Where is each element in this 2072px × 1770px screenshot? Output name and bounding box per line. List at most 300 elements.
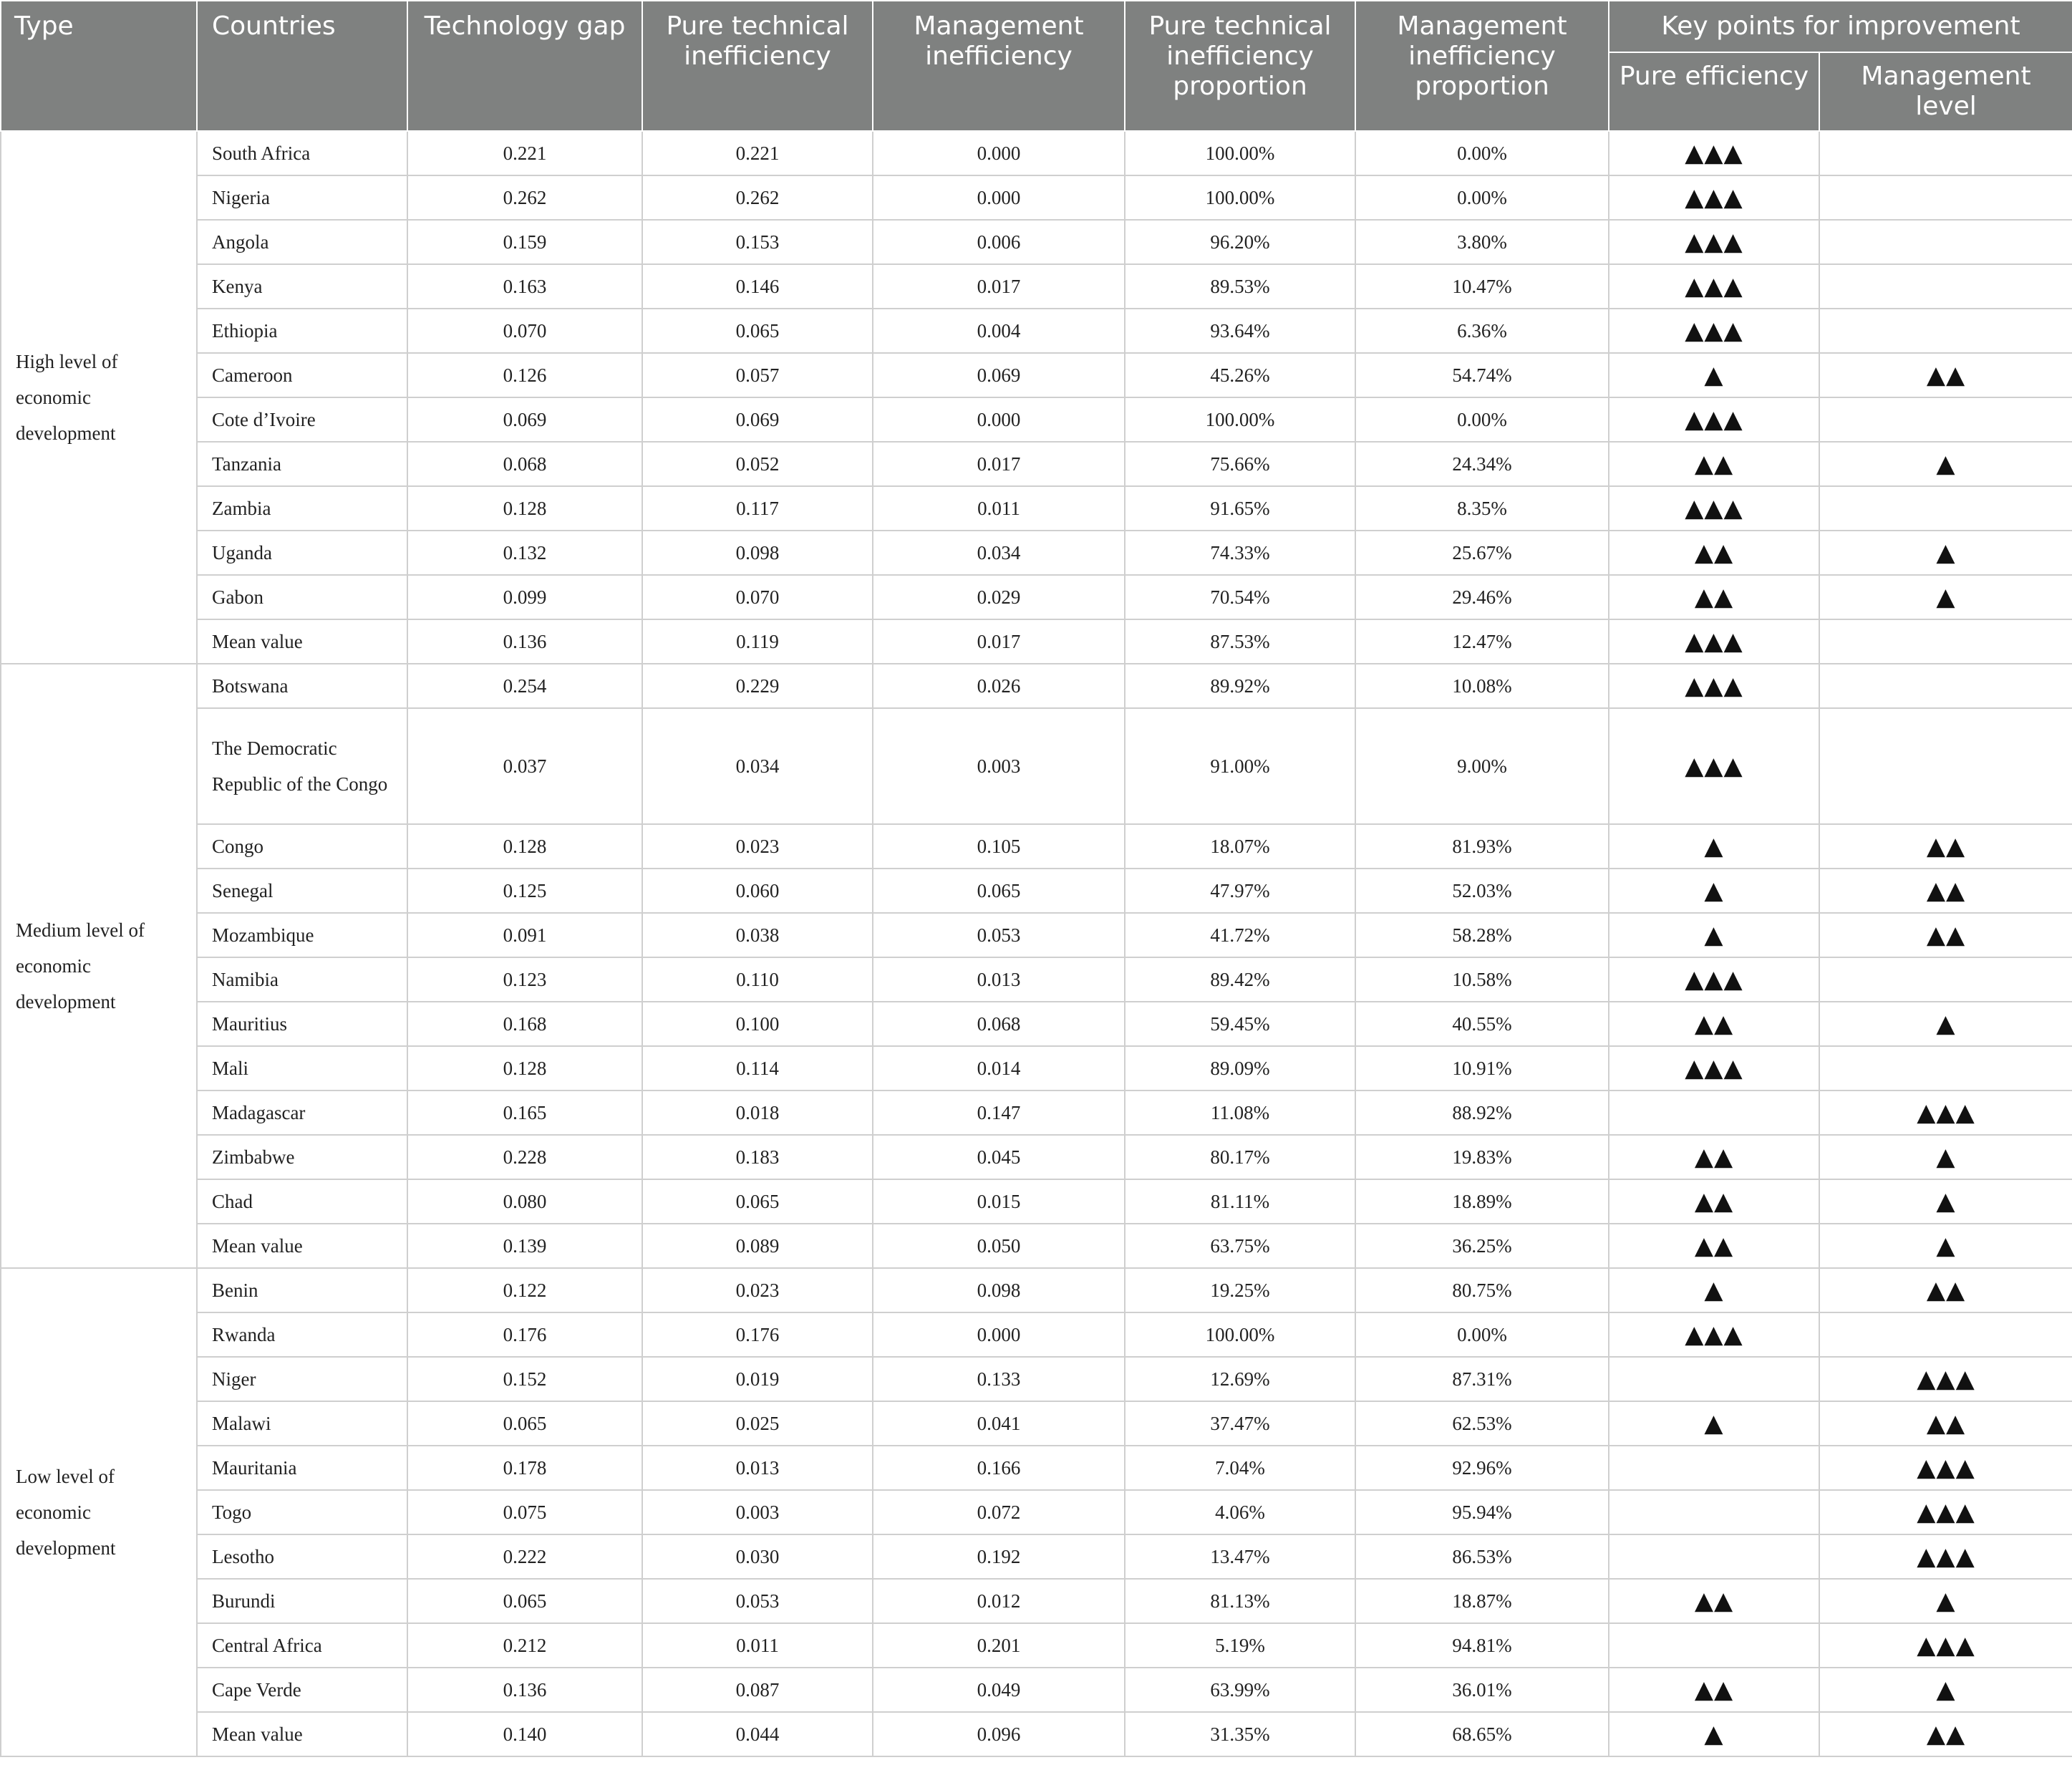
mi-proportion-cell: 40.55% [1355, 1002, 1609, 1046]
mi-proportion-cell: 95.94% [1355, 1490, 1609, 1534]
management-level-marks [1819, 397, 2072, 442]
header-pure-efficiency: Pure efficiency [1609, 52, 1819, 131]
pti-proportion-cell: 31.35% [1125, 1712, 1355, 1756]
management-inefficiency-cell: 0.000 [873, 131, 1125, 175]
pure-efficiency-marks: ▲▲▲ [1609, 486, 1819, 531]
management-level-marks [1819, 664, 2072, 708]
table-row [1, 913, 2072, 957]
country-cell: Angola [197, 220, 407, 264]
pti-proportion-cell: 12.69% [1125, 1357, 1355, 1401]
country-cell: Nigeria [197, 175, 407, 220]
pure-efficiency-marks [1609, 1534, 1819, 1579]
pure-technical-inefficiency-cell: 0.057 [642, 353, 873, 397]
header-technology-gap: Technology gap [407, 1, 642, 131]
pure-efficiency-marks: ▲ [1609, 913, 1819, 957]
management-inefficiency-cell: 0.192 [873, 1534, 1125, 1579]
technology-gap-cell: 0.168 [407, 1002, 642, 1046]
management-level-marks [1819, 175, 2072, 220]
technology-gap-cell: 0.212 [407, 1623, 642, 1668]
management-inefficiency-cell: 0.000 [873, 175, 1125, 220]
pti-proportion-cell: 59.45% [1125, 1002, 1355, 1046]
management-inefficiency-cell: 0.017 [873, 619, 1125, 664]
management-level-marks [1819, 708, 2072, 824]
pure-efficiency-marks [1609, 1090, 1819, 1135]
table-row [1, 1224, 2072, 1268]
pure-efficiency-marks: ▲▲▲ [1609, 619, 1819, 664]
management-inefficiency-cell: 0.105 [873, 824, 1125, 869]
pti-proportion-cell: 74.33% [1125, 531, 1355, 575]
management-level-marks: ▲▲▲ [1819, 1490, 2072, 1534]
pure-efficiency-marks: ▲▲ [1609, 531, 1819, 575]
management-level-marks [1819, 264, 2072, 309]
management-level-marks: ▲▲ [1819, 824, 2072, 869]
management-inefficiency-cell: 0.015 [873, 1179, 1125, 1224]
table-row [1, 708, 2072, 824]
pure-efficiency-marks: ▲ [1609, 1268, 1819, 1312]
pure-efficiency-marks [1609, 1623, 1819, 1668]
table-row [1, 1312, 2072, 1357]
country-cell: Uganda [197, 531, 407, 575]
header-countries: Countries [197, 1, 407, 131]
pure-efficiency-marks: ▲▲ [1609, 1579, 1819, 1623]
pure-efficiency-marks: ▲▲ [1609, 575, 1819, 619]
country-cell: Zambia [197, 486, 407, 531]
pure-technical-inefficiency-cell: 0.089 [642, 1224, 873, 1268]
pure-efficiency-marks: ▲▲ [1609, 1668, 1819, 1712]
management-inefficiency-cell: 0.029 [873, 575, 1125, 619]
technology-gap-cell: 0.254 [407, 664, 642, 708]
country-cell: Botswana [197, 664, 407, 708]
table-row [1, 619, 2072, 664]
management-inefficiency-cell: 0.045 [873, 1135, 1125, 1179]
mi-proportion-cell: 58.28% [1355, 913, 1609, 957]
technology-gap-cell: 0.128 [407, 824, 642, 869]
table-row [1, 175, 2072, 220]
header-management-inefficiency: Management inefficiency [873, 1, 1125, 131]
management-inefficiency-cell: 0.065 [873, 869, 1125, 913]
management-inefficiency-cell: 0.003 [873, 708, 1125, 824]
pti-proportion-cell: 37.47% [1125, 1401, 1355, 1446]
pure-technical-inefficiency-cell: 0.221 [642, 131, 873, 175]
management-inefficiency-cell: 0.053 [873, 913, 1125, 957]
technology-gap-cell: 0.065 [407, 1579, 642, 1623]
country-cell: Lesotho [197, 1534, 407, 1579]
table-row [1, 309, 2072, 353]
technology-gap-cell: 0.152 [407, 1357, 642, 1401]
management-inefficiency-cell: 0.049 [873, 1668, 1125, 1712]
mi-proportion-cell: 10.08% [1355, 664, 1609, 708]
management-inefficiency-cell: 0.050 [873, 1224, 1125, 1268]
management-level-marks [1819, 1046, 2072, 1090]
pti-proportion-cell: 7.04% [1125, 1446, 1355, 1490]
table-header [1, 1, 2072, 131]
technology-gap-cell: 0.125 [407, 869, 642, 913]
technology-gap-cell: 0.139 [407, 1224, 642, 1268]
country-cell: The Democratic Republic of the Congo [197, 708, 407, 824]
pure-efficiency-marks: ▲▲▲ [1609, 664, 1819, 708]
mi-proportion-cell: 3.80% [1355, 220, 1609, 264]
pure-efficiency-marks: ▲▲ [1609, 1002, 1819, 1046]
mi-proportion-cell: 92.96% [1355, 1446, 1609, 1490]
pti-proportion-cell: 96.20% [1125, 220, 1355, 264]
pure-technical-inefficiency-cell: 0.065 [642, 309, 873, 353]
pure-technical-inefficiency-cell: 0.052 [642, 442, 873, 486]
table-row [1, 1401, 2072, 1446]
country-cell: Mauritius [197, 1002, 407, 1046]
pure-efficiency-marks: ▲▲▲ [1609, 1046, 1819, 1090]
pure-technical-inefficiency-cell: 0.023 [642, 824, 873, 869]
country-cell: Mean value [197, 619, 407, 664]
mi-proportion-cell: 29.46% [1355, 575, 1609, 619]
table-row [1, 442, 2072, 486]
technology-gap-cell: 0.178 [407, 1446, 642, 1490]
pti-proportion-cell: 91.65% [1125, 486, 1355, 531]
pure-efficiency-marks: ▲ [1609, 869, 1819, 913]
technology-gap-cell: 0.126 [407, 353, 642, 397]
technology-gap-cell: 0.099 [407, 575, 642, 619]
pure-technical-inefficiency-cell: 0.229 [642, 664, 873, 708]
pti-proportion-cell: 100.00% [1125, 397, 1355, 442]
management-level-marks: ▲ [1819, 1002, 2072, 1046]
mi-proportion-cell: 81.93% [1355, 824, 1609, 869]
pure-technical-inefficiency-cell: 0.117 [642, 486, 873, 531]
country-cell: Congo [197, 824, 407, 869]
country-cell: Gabon [197, 575, 407, 619]
management-level-marks: ▲▲ [1819, 869, 2072, 913]
pti-proportion-cell: 11.08% [1125, 1090, 1355, 1135]
country-cell: Namibia [197, 957, 407, 1002]
country-cell: Cape Verde [197, 1668, 407, 1712]
pti-proportion-cell: 45.26% [1125, 353, 1355, 397]
mi-proportion-cell: 0.00% [1355, 397, 1609, 442]
table-row [1, 1446, 2072, 1490]
management-inefficiency-cell: 0.166 [873, 1446, 1125, 1490]
table-row [1, 220, 2072, 264]
table-row [1, 1268, 2072, 1312]
country-cell: Malawi [197, 1401, 407, 1446]
table-row [1, 1579, 2072, 1623]
pure-efficiency-marks: ▲▲ [1609, 1224, 1819, 1268]
table-row [1, 1179, 2072, 1224]
pure-technical-inefficiency-cell: 0.013 [642, 1446, 873, 1490]
country-cell: Cameroon [197, 353, 407, 397]
mi-proportion-cell: 18.87% [1355, 1579, 1609, 1623]
pti-proportion-cell: 18.07% [1125, 824, 1355, 869]
management-inefficiency-cell: 0.069 [873, 353, 1125, 397]
pure-technical-inefficiency-cell: 0.030 [642, 1534, 873, 1579]
pure-efficiency-marks [1609, 1446, 1819, 1490]
management-inefficiency-cell: 0.004 [873, 309, 1125, 353]
pure-technical-inefficiency-cell: 0.060 [642, 869, 873, 913]
pti-proportion-cell: 89.92% [1125, 664, 1355, 708]
pure-technical-inefficiency-cell: 0.018 [642, 1090, 873, 1135]
technology-gap-cell: 0.091 [407, 913, 642, 957]
technology-gap-cell: 0.228 [407, 1135, 642, 1179]
pure-efficiency-marks: ▲▲▲ [1609, 1312, 1819, 1357]
country-cell: Madagascar [197, 1090, 407, 1135]
management-level-marks [1819, 131, 2072, 175]
management-level-marks: ▲▲ [1819, 1401, 2072, 1446]
technology-gap-cell: 0.176 [407, 1312, 642, 1357]
pure-technical-inefficiency-cell: 0.146 [642, 264, 873, 309]
country-cell: Mean value [197, 1224, 407, 1268]
technology-gap-cell: 0.165 [407, 1090, 642, 1135]
mi-proportion-cell: 94.81% [1355, 1623, 1609, 1668]
country-cell: Chad [197, 1179, 407, 1224]
mi-proportion-cell: 19.83% [1355, 1135, 1609, 1179]
mi-proportion-cell: 0.00% [1355, 1312, 1609, 1357]
pure-efficiency-marks: ▲ [1609, 1712, 1819, 1756]
management-inefficiency-cell: 0.006 [873, 220, 1125, 264]
mi-proportion-cell: 8.35% [1355, 486, 1609, 531]
technology-gap-cell: 0.140 [407, 1712, 642, 1756]
pti-proportion-cell: 13.47% [1125, 1534, 1355, 1579]
management-level-marks: ▲▲▲ [1819, 1090, 2072, 1135]
pure-technical-inefficiency-cell: 0.011 [642, 1623, 873, 1668]
pti-proportion-cell: 4.06% [1125, 1490, 1355, 1534]
mi-proportion-cell: 9.00% [1355, 708, 1609, 824]
header-pti-proportion: Pure technical inefficiency proportion [1125, 1, 1355, 131]
mi-proportion-cell: 80.75% [1355, 1268, 1609, 1312]
pure-efficiency-marks: ▲▲▲ [1609, 131, 1819, 175]
pure-technical-inefficiency-cell: 0.025 [642, 1401, 873, 1446]
table-row [1, 824, 2072, 869]
management-level-marks [1819, 957, 2072, 1002]
management-level-marks: ▲▲▲ [1819, 1623, 2072, 1668]
technology-gap-cell: 0.221 [407, 131, 642, 175]
table-row [1, 1046, 2072, 1090]
mi-proportion-cell: 18.89% [1355, 1179, 1609, 1224]
pure-efficiency-marks: ▲▲▲ [1609, 957, 1819, 1002]
management-inefficiency-cell: 0.147 [873, 1090, 1125, 1135]
management-inefficiency-cell: 0.014 [873, 1046, 1125, 1090]
technology-gap-cell: 0.080 [407, 1179, 642, 1224]
country-cell: Kenya [197, 264, 407, 309]
mi-proportion-cell: 10.47% [1355, 264, 1609, 309]
pti-proportion-cell: 93.64% [1125, 309, 1355, 353]
management-level-marks: ▲ [1819, 1135, 2072, 1179]
management-level-marks [1819, 619, 2072, 664]
pti-proportion-cell: 100.00% [1125, 175, 1355, 220]
table-row [1, 957, 2072, 1002]
pure-efficiency-marks: ▲▲▲ [1609, 264, 1819, 309]
management-inefficiency-cell: 0.000 [873, 397, 1125, 442]
management-level-marks: ▲▲ [1819, 913, 2072, 957]
mi-proportion-cell: 52.03% [1355, 869, 1609, 913]
pure-technical-inefficiency-cell: 0.019 [642, 1357, 873, 1401]
header-key-points: Key points for improvement [1609, 1, 2072, 52]
technology-gap-cell: 0.163 [407, 264, 642, 309]
pure-technical-inefficiency-cell: 0.100 [642, 1002, 873, 1046]
pure-technical-inefficiency-cell: 0.176 [642, 1312, 873, 1357]
technology-gap-cell: 0.136 [407, 1668, 642, 1712]
mi-proportion-cell: 87.31% [1355, 1357, 1609, 1401]
technology-gap-cell: 0.069 [407, 397, 642, 442]
pure-technical-inefficiency-cell: 0.034 [642, 708, 873, 824]
pure-efficiency-marks: ▲▲▲ [1609, 708, 1819, 824]
technology-gap-cell: 0.075 [407, 1490, 642, 1534]
technology-gap-cell: 0.136 [407, 619, 642, 664]
mi-proportion-cell: 36.25% [1355, 1224, 1609, 1268]
management-level-marks: ▲ [1819, 575, 2072, 619]
table-row [1, 869, 2072, 913]
table-row [1, 1357, 2072, 1401]
pure-technical-inefficiency-cell: 0.044 [642, 1712, 873, 1756]
management-level-marks: ▲ [1819, 1668, 2072, 1712]
pti-proportion-cell: 100.00% [1125, 131, 1355, 175]
pure-technical-inefficiency-cell: 0.087 [642, 1668, 873, 1712]
management-inefficiency-cell: 0.034 [873, 531, 1125, 575]
pure-technical-inefficiency-cell: 0.262 [642, 175, 873, 220]
pure-technical-inefficiency-cell: 0.183 [642, 1135, 873, 1179]
pure-technical-inefficiency-cell: 0.038 [642, 913, 873, 957]
table-row [1, 531, 2072, 575]
management-inefficiency-cell: 0.068 [873, 1002, 1125, 1046]
pti-proportion-cell: 75.66% [1125, 442, 1355, 486]
country-cell: Senegal [197, 869, 407, 913]
table-row [1, 1490, 2072, 1534]
technology-gap-cell: 0.128 [407, 486, 642, 531]
country-cell: Tanzania [197, 442, 407, 486]
management-level-marks [1819, 1312, 2072, 1357]
mi-proportion-cell: 25.67% [1355, 531, 1609, 575]
type-cell: Medium level of economic development [1, 664, 197, 1268]
pti-proportion-cell: 81.11% [1125, 1179, 1355, 1224]
management-level-marks: ▲▲ [1819, 1712, 2072, 1756]
table-row [1, 575, 2072, 619]
mi-proportion-cell: 6.36% [1355, 309, 1609, 353]
table-row [1, 1623, 2072, 1668]
pure-technical-inefficiency-cell: 0.070 [642, 575, 873, 619]
pure-efficiency-marks: ▲▲ [1609, 1135, 1819, 1179]
management-inefficiency-cell: 0.017 [873, 442, 1125, 486]
management-level-marks: ▲ [1819, 531, 2072, 575]
management-level-marks: ▲▲ [1819, 353, 2072, 397]
management-level-marks: ▲▲▲ [1819, 1534, 2072, 1579]
table-row [1, 353, 2072, 397]
pti-proportion-cell: 19.25% [1125, 1268, 1355, 1312]
management-level-marks: ▲▲▲ [1819, 1357, 2072, 1401]
mi-proportion-cell: 88.92% [1355, 1090, 1609, 1135]
technology-gap-cell: 0.128 [407, 1046, 642, 1090]
pti-proportion-cell: 100.00% [1125, 1312, 1355, 1357]
pure-technical-inefficiency-cell: 0.114 [642, 1046, 873, 1090]
pure-efficiency-marks: ▲ [1609, 1401, 1819, 1446]
pure-technical-inefficiency-cell: 0.153 [642, 220, 873, 264]
pure-efficiency-marks: ▲▲▲ [1609, 309, 1819, 353]
table-row [1, 664, 2072, 708]
country-cell: South Africa [197, 131, 407, 175]
pure-efficiency-marks [1609, 1490, 1819, 1534]
pure-technical-inefficiency-cell: 0.069 [642, 397, 873, 442]
pure-efficiency-marks: ▲▲▲ [1609, 397, 1819, 442]
country-cell: Mozambique [197, 913, 407, 957]
technology-gap-cell: 0.159 [407, 220, 642, 264]
management-level-marks: ▲ [1819, 1179, 2072, 1224]
management-level-marks: ▲ [1819, 442, 2072, 486]
pure-technical-inefficiency-cell: 0.003 [642, 1490, 873, 1534]
mi-proportion-cell: 10.91% [1355, 1046, 1609, 1090]
management-level-marks: ▲ [1819, 1579, 2072, 1623]
pure-efficiency-marks [1609, 1357, 1819, 1401]
type-cell: Low level of economic development [1, 1268, 197, 1756]
header-management-level: Management level [1819, 52, 2072, 131]
management-inefficiency-cell: 0.098 [873, 1268, 1125, 1312]
pti-proportion-cell: 41.72% [1125, 913, 1355, 957]
pure-technical-inefficiency-cell: 0.098 [642, 531, 873, 575]
type-cell: High level of economic development [1, 131, 197, 664]
pti-proportion-cell: 87.53% [1125, 619, 1355, 664]
mi-proportion-cell: 62.53% [1355, 1401, 1609, 1446]
mi-proportion-cell: 10.58% [1355, 957, 1609, 1002]
pure-efficiency-marks: ▲ [1609, 824, 1819, 869]
pti-proportion-cell: 89.09% [1125, 1046, 1355, 1090]
mi-proportion-cell: 0.00% [1355, 131, 1609, 175]
table-row [1, 264, 2072, 309]
country-cell: Burundi [197, 1579, 407, 1623]
pure-technical-inefficiency-cell: 0.023 [642, 1268, 873, 1312]
table-row [1, 1135, 2072, 1179]
mi-proportion-cell: 86.53% [1355, 1534, 1609, 1579]
country-cell: Mauritania [197, 1446, 407, 1490]
header-mi-proportion: Management inefficiency proportion [1355, 1, 1609, 131]
header-pure-technical-inefficiency: Pure technical inefficiency [642, 1, 873, 131]
technology-gap-cell: 0.123 [407, 957, 642, 1002]
pti-proportion-cell: 91.00% [1125, 708, 1355, 824]
technology-gap-cell: 0.132 [407, 531, 642, 575]
pti-proportion-cell: 70.54% [1125, 575, 1355, 619]
pure-technical-inefficiency-cell: 0.119 [642, 619, 873, 664]
management-inefficiency-cell: 0.026 [873, 664, 1125, 708]
table-row [1, 397, 2072, 442]
pure-efficiency-marks: ▲ [1609, 353, 1819, 397]
table-row [1, 1712, 2072, 1756]
management-level-marks: ▲▲ [1819, 1268, 2072, 1312]
management-inefficiency-cell: 0.201 [873, 1623, 1125, 1668]
header-type: Type [1, 1, 197, 131]
management-inefficiency-cell: 0.011 [873, 486, 1125, 531]
management-level-marks [1819, 486, 2072, 531]
pti-proportion-cell: 63.99% [1125, 1668, 1355, 1712]
mi-proportion-cell: 0.00% [1355, 175, 1609, 220]
mi-proportion-cell: 68.65% [1355, 1712, 1609, 1756]
country-cell: Togo [197, 1490, 407, 1534]
table-body [1, 131, 2072, 1756]
management-inefficiency-cell: 0.096 [873, 1712, 1125, 1756]
pti-proportion-cell: 89.42% [1125, 957, 1355, 1002]
country-cell: Niger [197, 1357, 407, 1401]
pti-proportion-cell: 47.97% [1125, 869, 1355, 913]
pti-proportion-cell: 81.13% [1125, 1579, 1355, 1623]
pti-proportion-cell: 63.75% [1125, 1224, 1355, 1268]
technology-gap-cell: 0.068 [407, 442, 642, 486]
mi-proportion-cell: 24.34% [1355, 442, 1609, 486]
management-inefficiency-cell: 0.041 [873, 1401, 1125, 1446]
technology-gap-cell: 0.037 [407, 708, 642, 824]
country-cell: Mean value [197, 1712, 407, 1756]
country-cell: Mali [197, 1046, 407, 1090]
management-inefficiency-cell: 0.133 [873, 1357, 1125, 1401]
management-inefficiency-cell: 0.072 [873, 1490, 1125, 1534]
country-cell: Central Africa [197, 1623, 407, 1668]
technology-gap-cell: 0.065 [407, 1401, 642, 1446]
table-row [1, 1534, 2072, 1579]
management-level-marks: ▲▲▲ [1819, 1446, 2072, 1490]
technology-gap-cell: 0.222 [407, 1534, 642, 1579]
technology-gap-cell: 0.070 [407, 309, 642, 353]
mi-proportion-cell: 54.74% [1355, 353, 1609, 397]
management-level-marks [1819, 309, 2072, 353]
